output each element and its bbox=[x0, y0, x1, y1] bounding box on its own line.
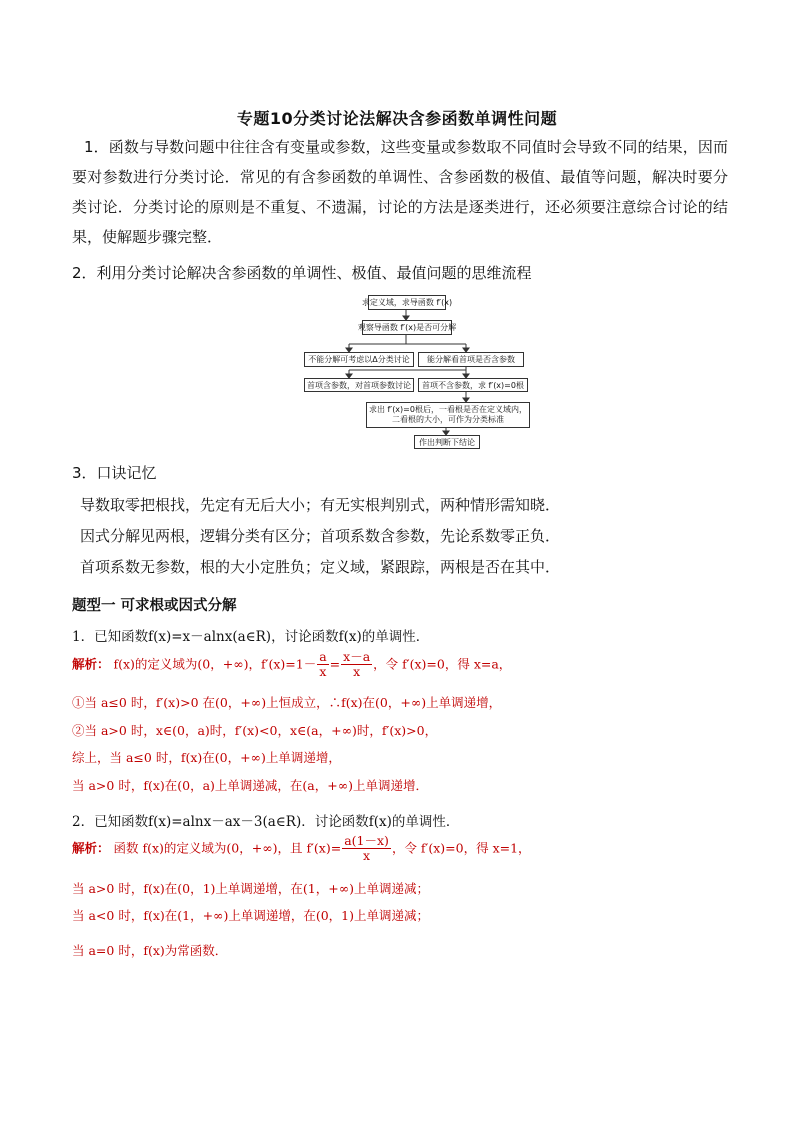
flow-box-1: 求定义域，求导函数 f′(x) bbox=[368, 295, 446, 310]
q2-s1-text-b: ，令 f′(x)=0，得 x=1， bbox=[391, 840, 531, 856]
q1-s1-text-b: ，令 f′(x)=0，得 x=a， bbox=[373, 656, 512, 672]
flow-box-8: 作出判断下结论 bbox=[414, 435, 480, 449]
q2-fraction: $\frac{a(1-x)}{x}$ bbox=[344, 833, 389, 864]
flow-box-3: 不能分解可考虑以Δ分类讨论 bbox=[304, 352, 414, 367]
q1-solution-line-4: 综上，当 a≤0 时，f(x)在(0，+∞)上单调递增， bbox=[72, 750, 341, 765]
flow-box-2: 观察导函数 f′(x)是否可分解 bbox=[362, 320, 452, 335]
q2-solution-line-4: 当 a=0 时，f(x)为常函数． bbox=[72, 943, 228, 958]
intro-paragraph-1: 1．函数与导数问题中往往含有变量或参数，这些变量或参数取不同值时会导致不同的结果，因而要对参数进行分类讨论．常见的有含参函数的单调性、含参函数的极值、最值等问题，解决时要分类讨论．分类讨论的原则是不重复、不遗漏，讨论的方法是逐类进行，还必须要注意综合讨论的结果，使解题步骤完整． bbox=[72, 138, 728, 246]
flow-box-5: 首项含参数，对首项参数讨论 bbox=[304, 378, 414, 392]
flowchart bbox=[304, 292, 536, 452]
q2-solution-label: 解析： bbox=[72, 840, 110, 856]
flow-box-6: 首项不含参数，求 f′(x)=0根 bbox=[418, 378, 528, 392]
flow-box-7: 求出 f′(x)=0根后，一看根是否在定义域内，二看根的大小，可作为分类标准 bbox=[366, 402, 530, 428]
question-2: 2．已知函数f(x)=alnx－ax－3(a∈R)．讨论函数f(x)的单调性． bbox=[72, 814, 460, 830]
q1-solution-line-2: ①当 a≤0 时，f′(x)>0 在(0，+∞)上恒成立，∴f(x)在(0，+∞)上单调递增， bbox=[72, 695, 502, 710]
q1-solution-label: 解析： bbox=[72, 656, 110, 672]
q1-solution-line-3: ②当 a>0 时，x∈(0，a)时，f′(x)<0，x∈(a，+∞)时，f′(x)>0， bbox=[72, 723, 438, 738]
q1-solution-line-5: 当 a>0 时，f(x)在(0，a)上单调递减，在(a，+∞)上单调递增． bbox=[72, 778, 429, 793]
flow-box-4: 能分解看首项是否含参数 bbox=[418, 352, 524, 367]
q1-solution-line-1: 解析： f(x)的定义域为(0，+∞)，f′(x)=1－ $\frac{a}{x}$ = $\frac{x-a}{x}$ ，令 f′(x)=0，得 x=a， bbox=[72, 649, 512, 680]
q1-fraction-1: $\frac{a}{x}$ bbox=[319, 649, 327, 680]
flowchart-connectors bbox=[304, 292, 536, 452]
q2-solution-line-2: 当 a>0 时，f(x)在(0，1)上单调递增，在(1，+∞)上单调递减； bbox=[72, 881, 430, 896]
q1-fraction-2: $\frac{x-a}{x}$ bbox=[343, 649, 371, 680]
mnemonic-line-2: 因式分解见两根，逻辑分类有区分；首项系数含参数，先论系数零正负． bbox=[80, 527, 561, 545]
q2-solution-line-1 bbox=[72, 834, 531, 864]
q2-s1-text-a: 函数 f(x)的定义域为(0，+∞)，且 f′(x)= bbox=[113, 840, 342, 856]
q2-solution-line-3: 当 a<0 时，f(x)在(1，+∞)上单调递增，在(0，1)上单调递减； bbox=[72, 908, 430, 923]
page-title: 专题10分类讨论法解决含参函数单调性问题 bbox=[236, 109, 558, 128]
mnemonic-line-3: 首项系数无参数，根的大小定胜负；定义域，紧跟踪，两根是否在其中． bbox=[80, 558, 561, 576]
question-1: 1．已知函数f(x)=x－alnx(a∈R)，讨论函数f(x)的单调性． bbox=[72, 629, 430, 645]
mnemonic-line-1: 导数取零把根找，先定有无后大小；有无实根判别式，两种情形需知晓． bbox=[80, 496, 561, 514]
section-heading: 题型一 可求根或因式分解 bbox=[72, 598, 237, 614]
mnemonic-heading: 3．口诀记忆 bbox=[72, 464, 157, 482]
intro-paragraph-2: 2．利用分类讨论解决含参函数的单调性、极值、最值问题的思维流程 bbox=[72, 264, 532, 282]
q1-s1-text-a: f(x)的定义域为(0，+∞)，f′(x)=1－ bbox=[113, 656, 317, 672]
